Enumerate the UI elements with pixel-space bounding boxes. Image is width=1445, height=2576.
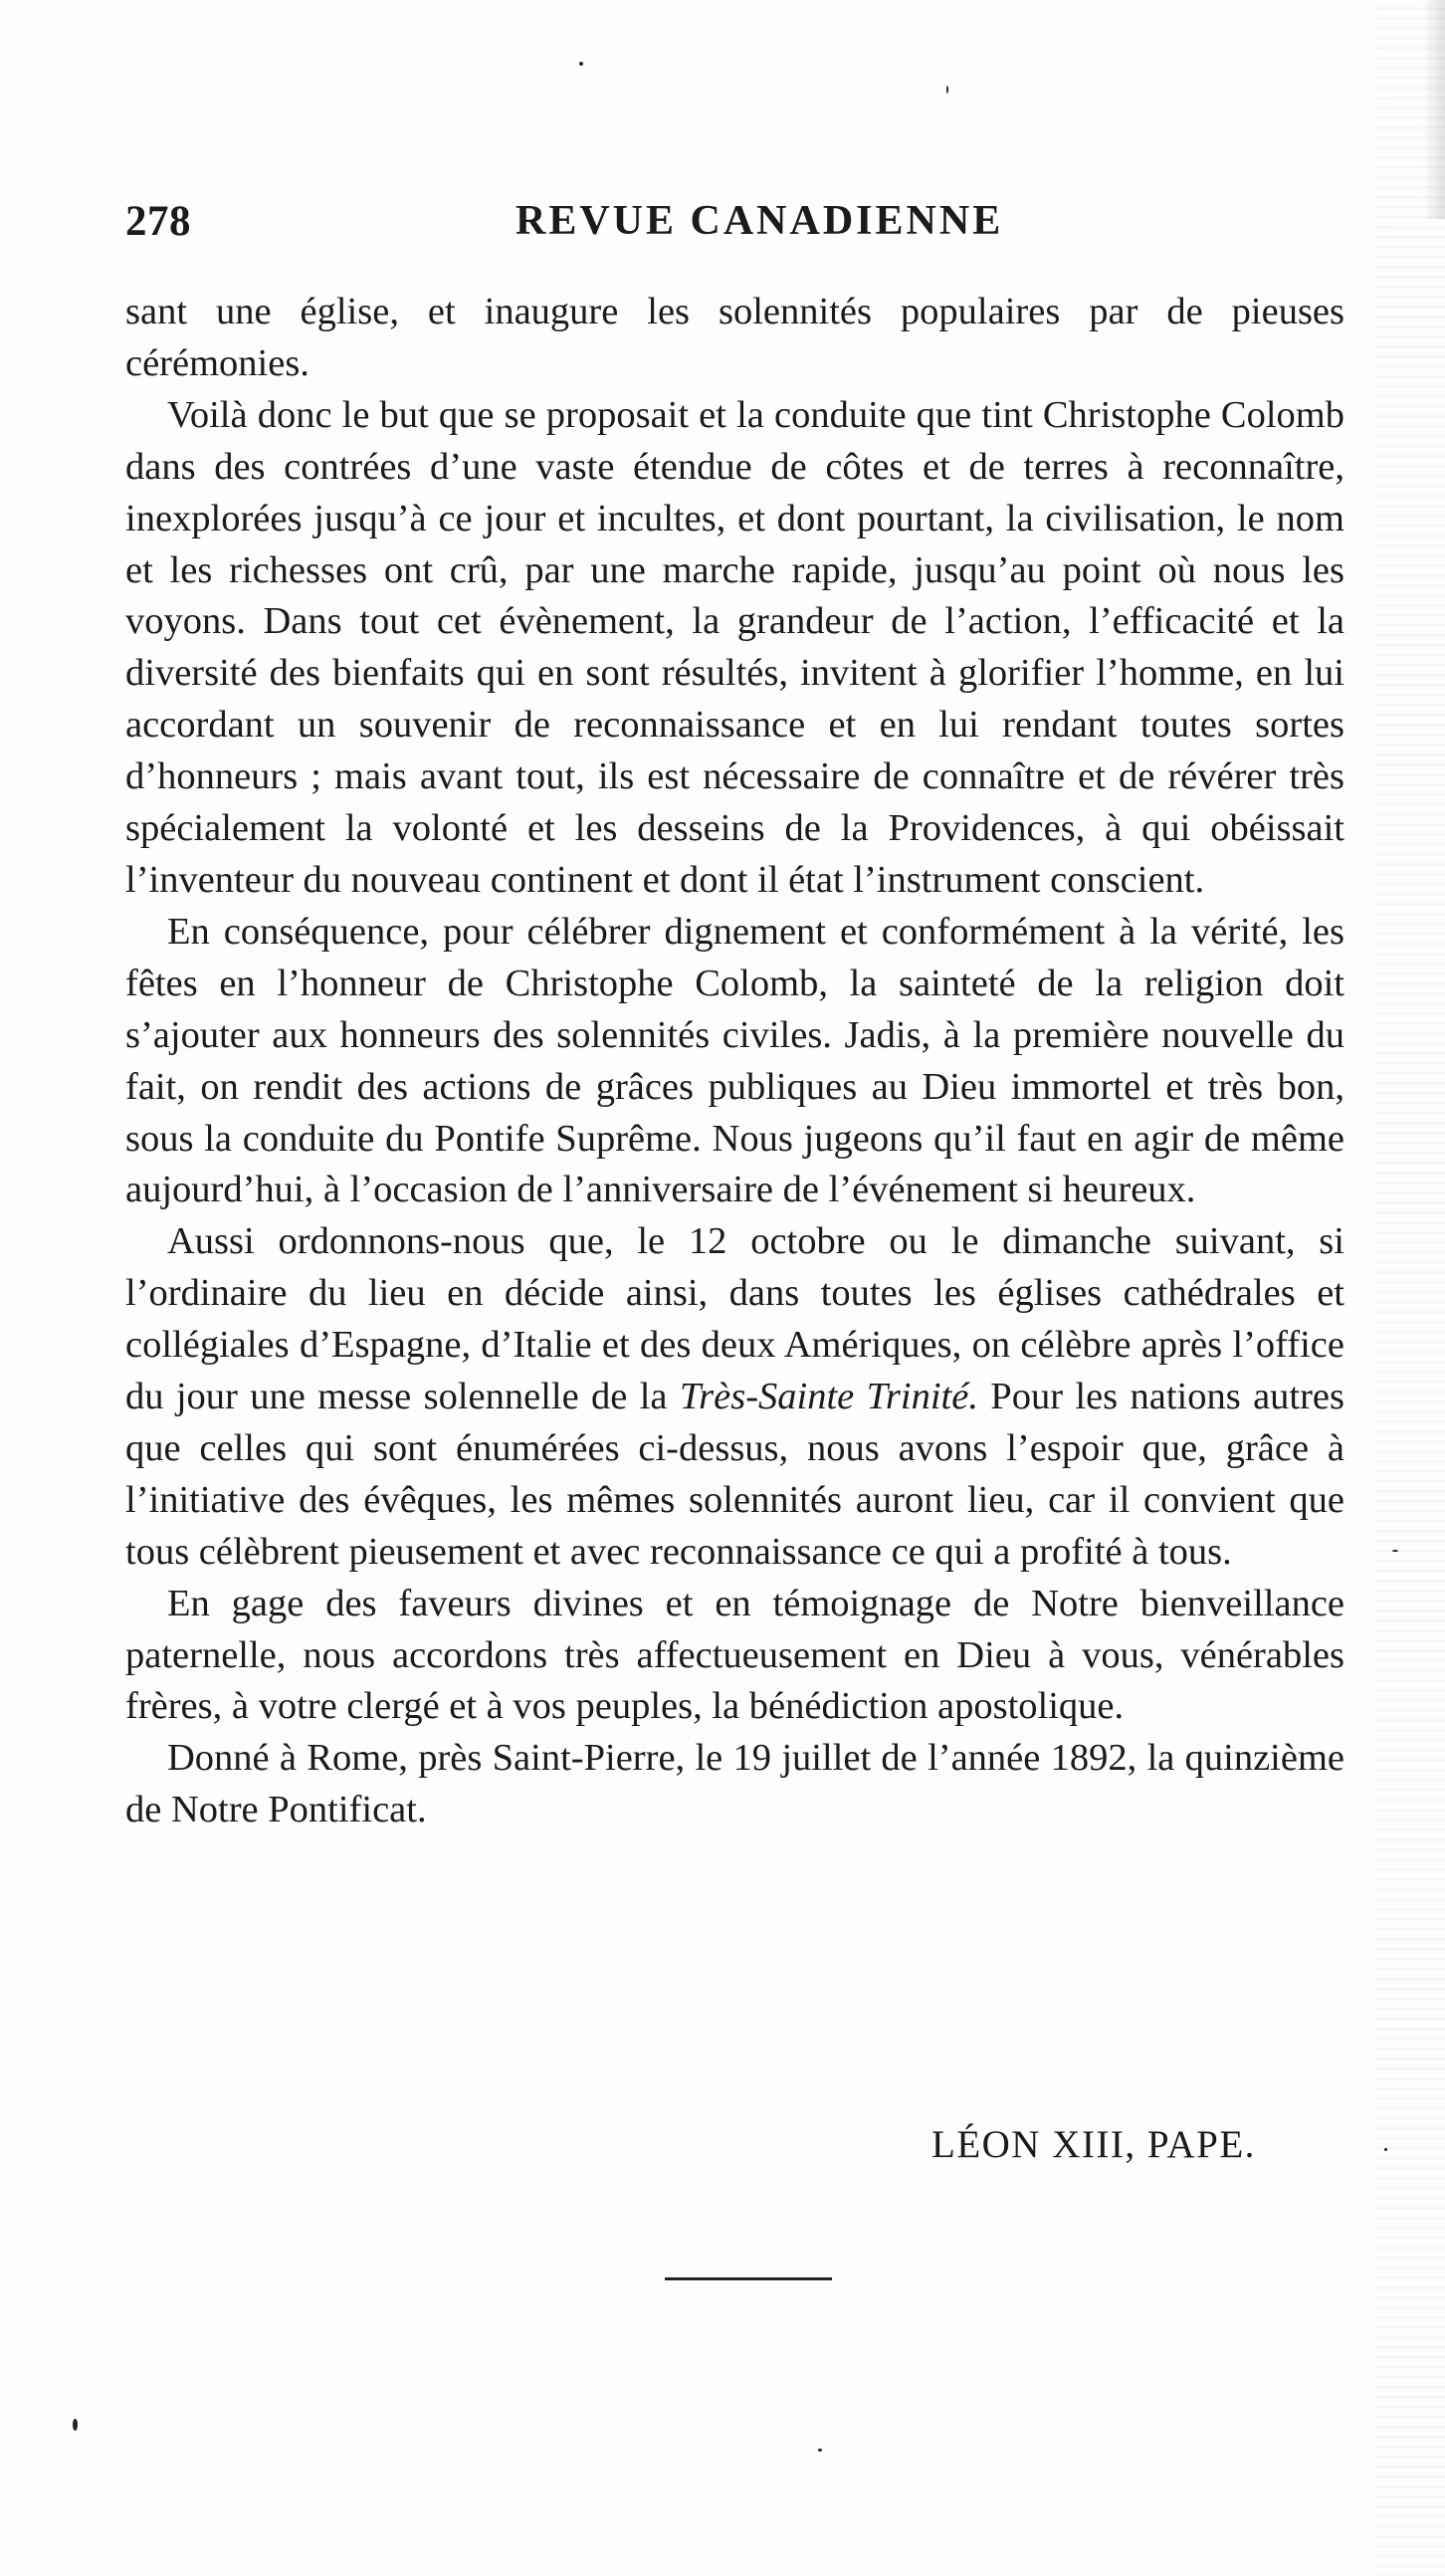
scan-edge-shadow bbox=[1375, 0, 1445, 2576]
speck bbox=[1384, 2148, 1387, 2151]
document-body bbox=[125, 287, 1344, 1836]
speck bbox=[73, 2419, 78, 2431]
speck bbox=[818, 2449, 822, 2452]
paragraph: Voilà donc le but que se proposait et la conduite que tint Christophe Colomb dans des contrées d’une vaste étendue de côtes et de terres à reconnaître, inexplorées jusqu’à ce jour et incultes, et dont pourtant, la civilisation, le nom et les richesses ont crû, par une marche rapide, jusqu’au point où nous les voyons. Dans tout cet évènement, la grandeur de l’action, l’efficacité et la diversité des bienfaits qui en sont résultés, invitent à glorifier l’homme, en lui accordant un souvenir de reconnaissance et en lui rendant toutes sortes d’honneurs ; mais avant tout, ils est nécessaire de connaître et de révérer très spécialement la volonté et les desseins de la Providences, à qui obéissait l’inventeur du nouveau continent et dont il état l’instrument conscient. bbox=[125, 393, 1344, 901]
paragraph: En conséquence, pour célébrer dignement et conformément à la vérité, les fêtes en l’honneur de Christophe Colomb, la sainteté de la religion doit s’ajouter aux honneurs des solennités civiles. Jadis, à la première nouvelle du fait, on rendit des actions de grâces publiques au Dieu immortel et très bon, sous la conduite du Pontife Suprême. Nous jugeons qu’il faut en agir de même aujourd’hui, à l’occasion de l’anniversaire de l’événement si heureux. bbox=[125, 910, 1344, 1211]
paragraph: Donné à Rome, près Saint-Pierre, le 19 juillet de l’année 1892, la quinzième de Notre Pontificat. bbox=[125, 1737, 1344, 1831]
paragraph: sant une église, et inaugure les solennités populaires par de pieuses cérémonies. bbox=[125, 291, 1344, 384]
paragraph-text: Aussi ordonnons-nous que, le 12 octobre ou le dimanche suivant, si l’ordinaire du lieu en décide ainsi, dans toutes les églises cathédrales et collégiales d’Espagne, d’Italie et des deux Amériques, on célèbre après l’office du jour une messe solennelle de la bbox=[125, 1220, 1344, 1418]
speck bbox=[1392, 1550, 1398, 1552]
speck bbox=[946, 86, 948, 94]
page-header bbox=[125, 197, 1325, 257]
signature: LÉON XIII, PAPE. bbox=[931, 2123, 1256, 2166]
italic-phrase: Très-Sainte Trinité. bbox=[679, 1376, 978, 1418]
paragraph-text: Pour les nations autres que celles qui sont énumérées ci-dessus, nous avons l’espoir que, grâce à l’initiative des évêques, les mêmes solennités auront lieu, car il convient que tous célèbrent pieusement et avec reconnaissance ce qui a profité à tous. bbox=[125, 1376, 1345, 1573]
paragraph bbox=[125, 1216, 1344, 1578]
page-number: 278 bbox=[125, 198, 191, 245]
running-title: REVUE CANADIENNE bbox=[516, 198, 1004, 244]
paragraph: En gage des faveurs divines et en témoignage de Notre bienveillance paternelle, nous accordons très affectueusement en Dieu à vous, vénérables frères, à votre clergé et à vos peuples, la bénédiction apostolique. bbox=[125, 1582, 1344, 1728]
speck bbox=[579, 62, 583, 66]
section-rule bbox=[665, 2277, 832, 2280]
